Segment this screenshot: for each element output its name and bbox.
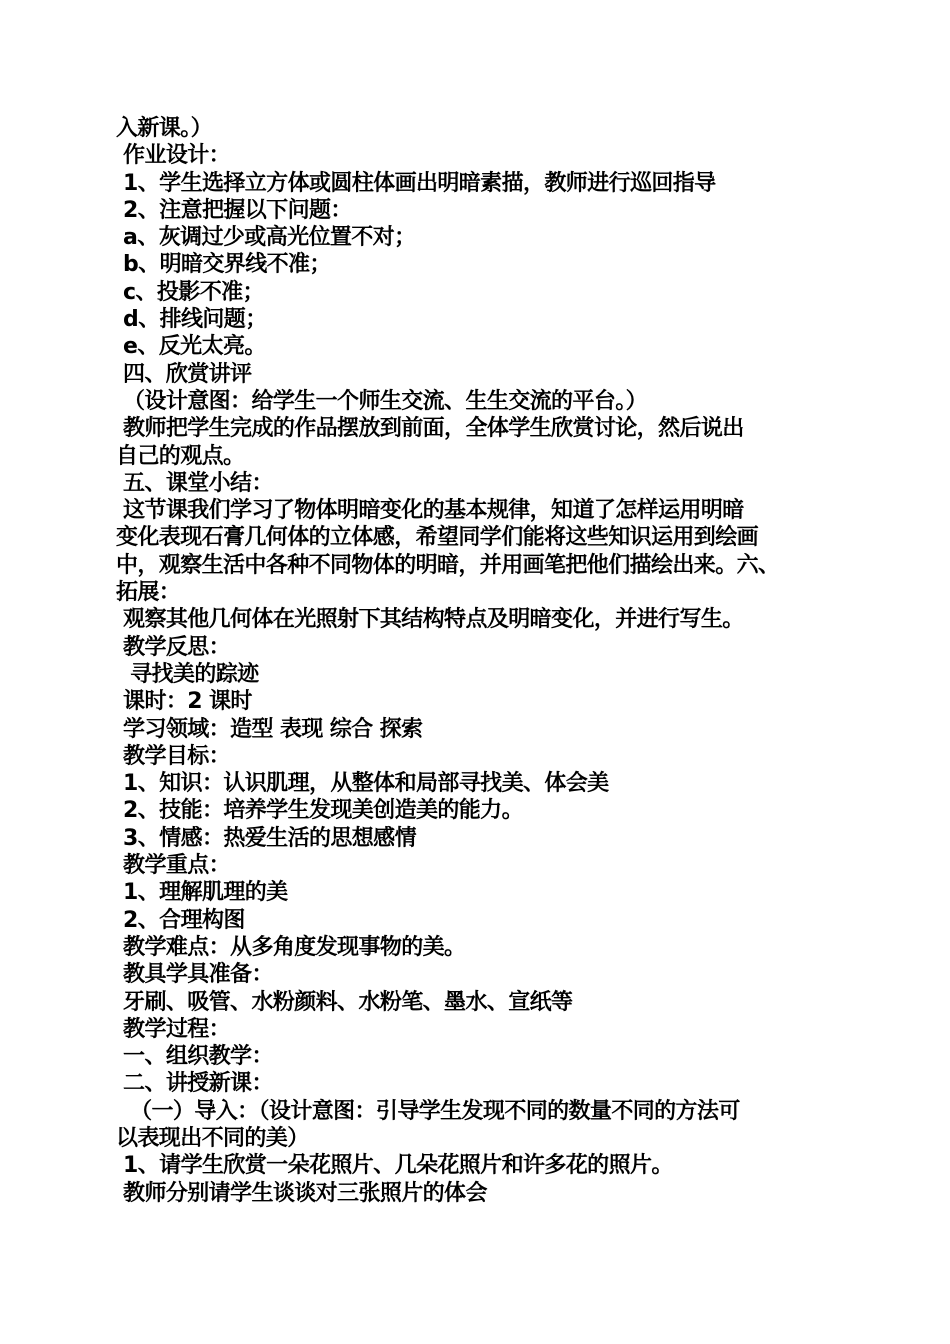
text-line: 作业设计： [116, 143, 231, 169]
text-line: 教具学具准备： [116, 962, 273, 988]
text-line: 教师分别请学生谈谈对三张照片的体会 [116, 1180, 487, 1206]
text-line: 教学反思： [116, 634, 231, 660]
text-line: 这节课我们学习了物体明暗变化的基本规律，知道了怎样运用明暗 [116, 498, 744, 524]
text-line: 1、学生选择立方体或圆柱体画出明暗素描，教师进行巡回指导 [116, 170, 716, 196]
text-line: 四、欣赏讲评 [116, 361, 252, 387]
text-line: 2、技能：培养学生发现美创造美的能力。 [116, 798, 523, 824]
text-line: 教学目标： [116, 743, 231, 769]
text-line: 1、知识：认识肌理，从整体和局部寻找美、体会美 [116, 771, 609, 797]
text-line: 中，观察生活中各种不同物体的明暗，并用画笔把他们描绘出来。六、 [116, 552, 780, 578]
text-line: （设计意图：给学生一个师生交流、生生交流的平台。） [116, 388, 648, 414]
text-line: 观察其他几何体在光照射下其结构特点及明暗变化，并进行写生。 [116, 607, 744, 633]
document-body [116, 115, 856, 1207]
text-line: e、反光太亮。 [116, 334, 266, 360]
text-line: 牙刷、吸管、水粉颜料、水粉笔、墨水、宣纸等 [116, 989, 573, 1015]
text-line: d、排线问题； [116, 307, 267, 333]
text-line: 以表现出不同的美） [116, 1125, 309, 1151]
text-line: c、投影不准； [116, 279, 264, 305]
text-line: 变化表现石膏几何体的立体感，希望同学们能将这些知识运用到绘画 [116, 525, 759, 551]
text-line: 2、合理构图 [116, 907, 245, 933]
text-line: 拓展： [116, 580, 181, 606]
text-line: a、灰调过少或高光位置不对； [116, 225, 416, 251]
text-line: 教学难点：从多角度发现事物的美。 [116, 934, 466, 960]
text-line: 五、课堂小结： [116, 470, 273, 496]
text-line: 教学重点： [116, 853, 231, 879]
text-line: 1、请学生欣赏一朵花照片、几朵花照片和许多花的照片。 [116, 1153, 673, 1179]
text-line: 1、理解肌理的美 [116, 880, 288, 906]
text-line: 3、情感：热爱生活的思想感情 [116, 825, 416, 851]
text-line: 学习领域：造型 表现 综合 探索 [116, 716, 423, 742]
text-line: 寻找美的踪迹 [116, 661, 259, 687]
text-line: 一、组织教学： [116, 1044, 273, 1070]
text-line: （一）导入：（设计意图：引导学生发现不同的数量不同的方法可 [116, 1098, 740, 1124]
text-line: 2、注意把握以下问题： [116, 197, 352, 223]
text-line: 教师把学生完成的作品摆放到前面，全体学生欣赏讨论，然后说出 [116, 416, 744, 442]
text-line: b、明暗交界线不准； [116, 252, 331, 278]
text-line: 二、讲授新课： [116, 1071, 273, 1097]
text-line: 入新课。） [116, 116, 213, 141]
text-line: 自己的观点。 [116, 443, 245, 469]
text-line: 教学过程： [116, 1016, 231, 1042]
text-line: 课时：2 课时 [116, 689, 252, 715]
